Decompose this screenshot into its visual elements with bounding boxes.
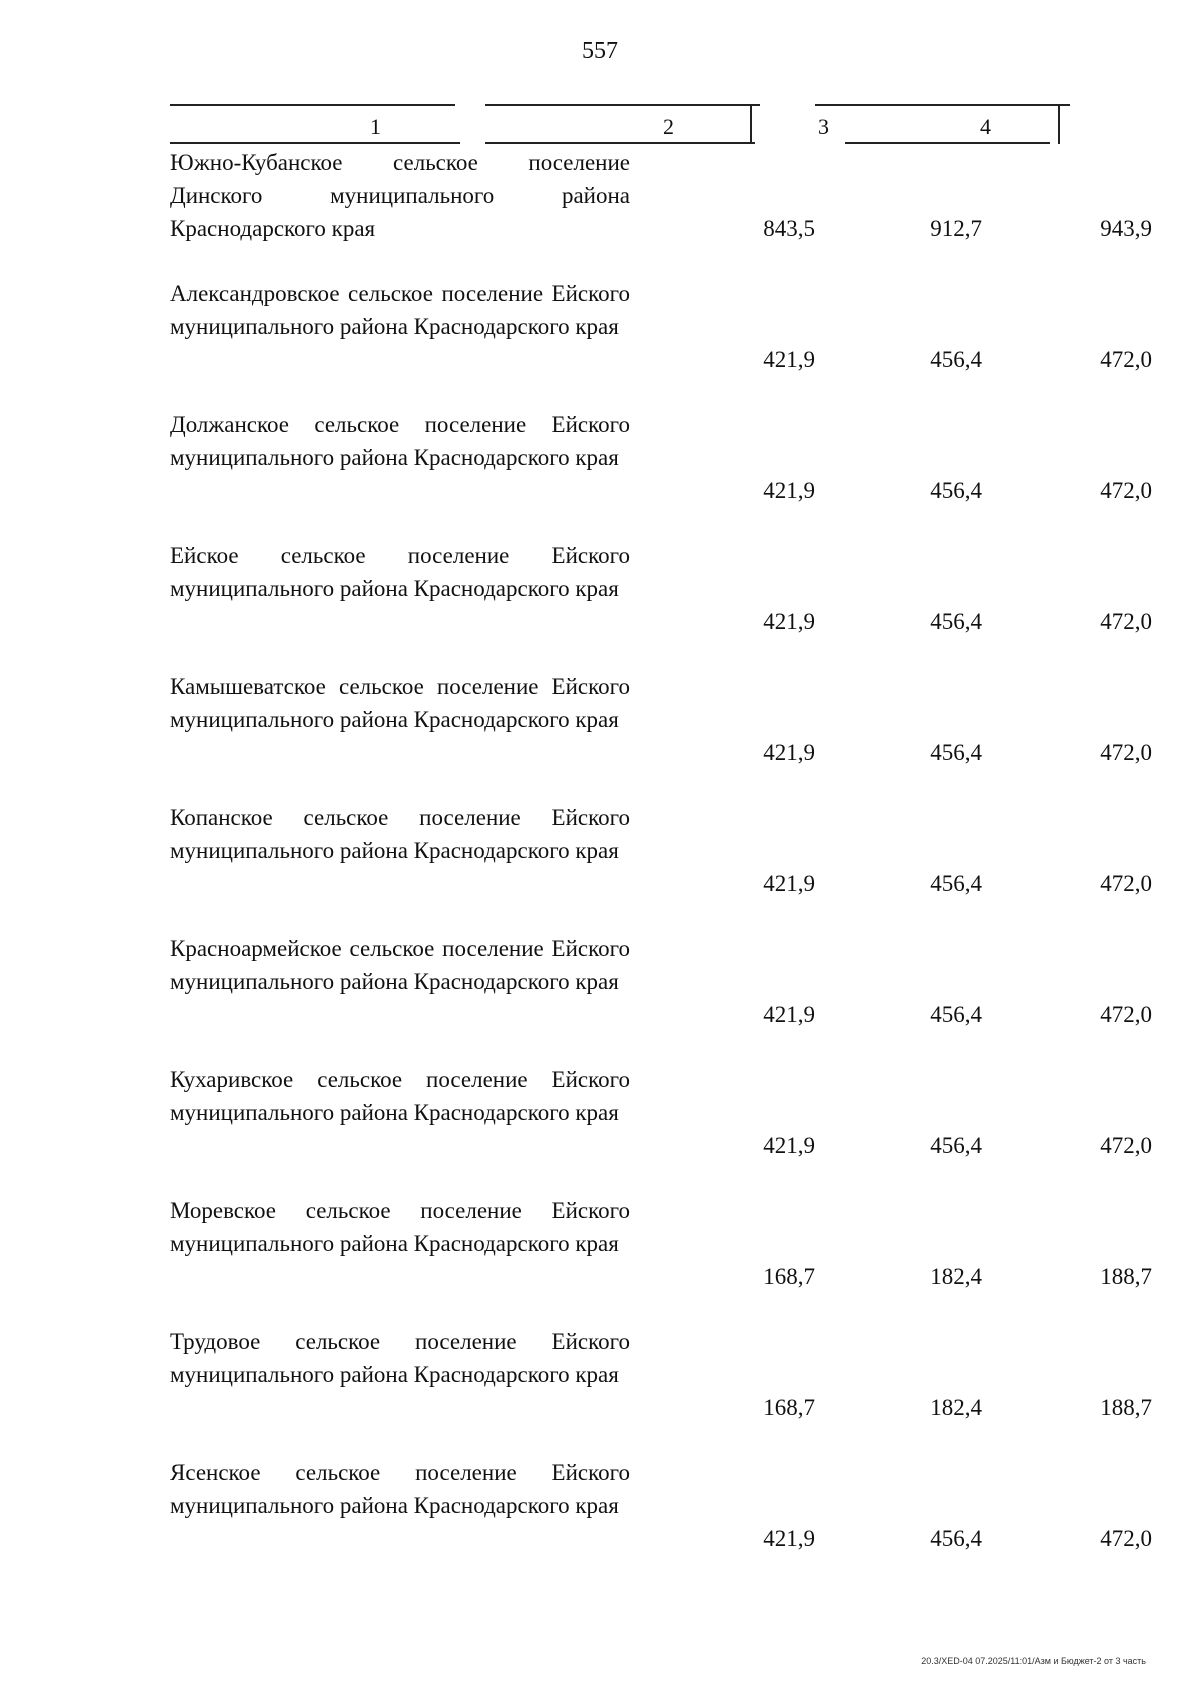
settlement-name: Южно-Кубанское сельское поселение Динского муниципального района Краснодарского края — [170, 150, 630, 241]
table-row — [170, 801, 1160, 932]
value-col-4: 472,0 — [1100, 347, 1152, 372]
value-col-4: 472,0 — [1100, 1133, 1152, 1158]
value-col-3: 456,4 — [930, 1133, 982, 1158]
header-col-1: 1 — [370, 114, 381, 139]
header-divider — [1058, 104, 1060, 144]
settlement-name: Александровское сельское поселение Ейского муниципального района Краснодарского края — [170, 281, 630, 339]
data-table — [170, 104, 1160, 1551]
header-divider — [750, 104, 752, 144]
value-col-2: 421,9 — [763, 871, 815, 896]
value-col-3: 456,4 — [930, 478, 982, 503]
settlement-name: Моревское сельское поселение Ейского муниципального района Краснодарского края — [170, 1198, 630, 1256]
value-col-3: 456,4 — [930, 1526, 982, 1551]
table-row — [170, 1063, 1160, 1194]
settlement-name: Ейское сельское поселение Ейского муниципального района Краснодарского края — [170, 543, 630, 601]
value-col-2: 168,7 — [763, 1264, 815, 1289]
table-row — [170, 146, 1160, 277]
value-col-2: 421,9 — [763, 609, 815, 634]
value-col-3: 456,4 — [930, 609, 982, 634]
value-col-2: 421,9 — [763, 478, 815, 503]
footer-note: 20.3/XED-04 07.2025/11:01/Азм и Бюджет-2 от 3 часть — [921, 1656, 1146, 1666]
value-col-4: 472,0 — [1100, 1526, 1152, 1551]
header-col-2: 2 — [663, 114, 674, 139]
table-row — [170, 932, 1160, 1063]
page-number: 557 — [582, 38, 618, 64]
table-row — [170, 408, 1160, 539]
header-rule — [845, 142, 1050, 144]
value-col-2: 421,9 — [763, 740, 815, 765]
value-col-3: 182,4 — [930, 1395, 982, 1420]
settlement-name: Ясенское сельское поселение Ейского муниципального района Краснодарского края — [170, 1460, 630, 1518]
settlement-name: Красноармейское сельское поселение Ейского муниципального района Краснодарского края — [170, 936, 630, 994]
header-rule — [170, 142, 460, 144]
table-row — [170, 1456, 1160, 1587]
value-col-4: 943,9 — [1100, 216, 1152, 241]
value-col-3: 456,4 — [930, 871, 982, 896]
header-rule — [815, 104, 1070, 106]
value-col-2: 843,5 — [763, 216, 815, 241]
value-col-4: 188,7 — [1100, 1395, 1152, 1420]
settlement-name: Кухаривское сельское поселение Ейского муниципального района Краснодарского края — [170, 1067, 630, 1125]
value-col-4: 472,0 — [1100, 478, 1152, 503]
header-col-3: 3 — [818, 114, 829, 139]
header-rule — [170, 104, 455, 106]
settlement-name: Камышеватское сельское поселение Ейского муниципального района Краснодарского края — [170, 674, 630, 732]
value-col-2: 421,9 — [763, 1133, 815, 1158]
settlement-name: Должанское сельское поселение Ейского муниципального района Краснодарского края — [170, 412, 630, 470]
value-col-4: 472,0 — [1100, 609, 1152, 634]
table-row — [170, 277, 1160, 408]
value-col-3: 182,4 — [930, 1264, 982, 1289]
table-body — [170, 146, 1160, 1587]
value-col-2: 168,7 — [763, 1395, 815, 1420]
value-col-3: 456,4 — [930, 1002, 982, 1027]
table-row — [170, 539, 1160, 670]
value-col-4: 472,0 — [1100, 1002, 1152, 1027]
value-col-4: 472,0 — [1100, 871, 1152, 896]
header-rule — [485, 104, 760, 106]
value-col-3: 912,7 — [930, 216, 982, 241]
settlement-name: Копанское сельское поселение Ейского муниципального района Краснодарского края — [170, 805, 630, 863]
settlement-name: Трудовое сельское поселение Ейского муниципального района Краснодарского края — [170, 1329, 630, 1387]
value-col-2: 421,9 — [763, 347, 815, 372]
value-col-3: 456,4 — [930, 347, 982, 372]
value-col-3: 456,4 — [930, 740, 982, 765]
value-col-4: 472,0 — [1100, 740, 1152, 765]
table-row — [170, 670, 1160, 801]
header-rule — [485, 142, 755, 144]
value-col-2: 421,9 — [763, 1002, 815, 1027]
table-row — [170, 1325, 1160, 1456]
value-col-4: 188,7 — [1100, 1264, 1152, 1289]
value-col-2: 421,9 — [763, 1526, 815, 1551]
table-header — [170, 104, 1160, 146]
header-col-4: 4 — [980, 114, 991, 139]
table-row — [170, 1194, 1160, 1325]
